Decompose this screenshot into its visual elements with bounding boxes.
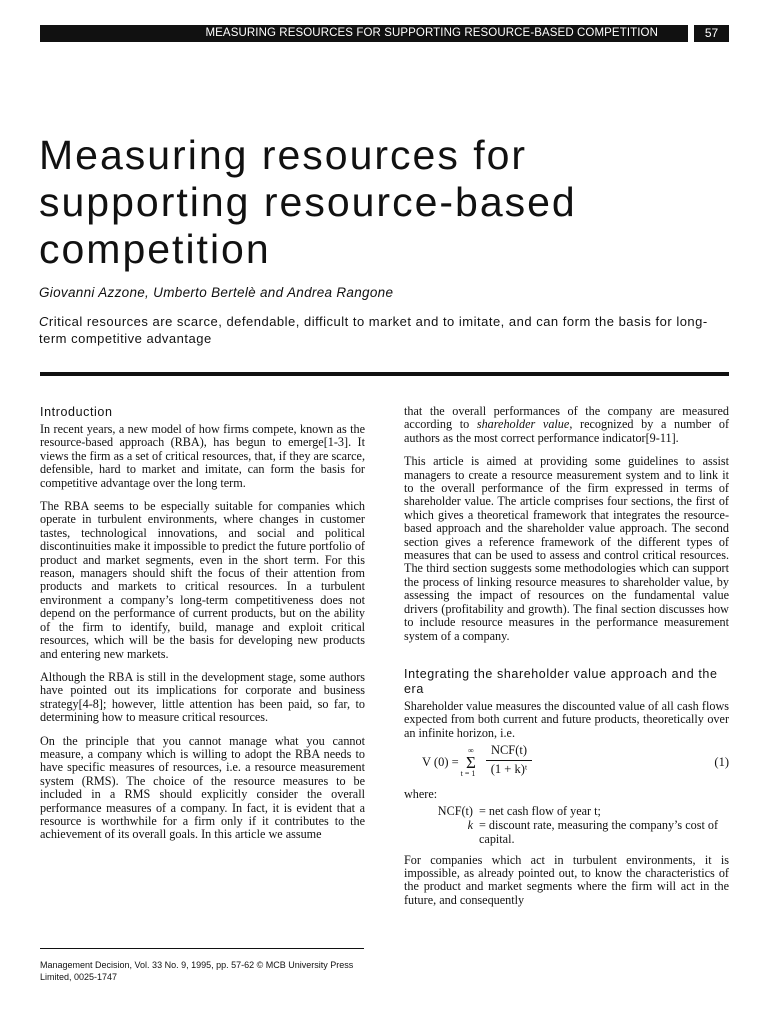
publication-footnote: Management Decision, Vol. 33 No. 9, 1995, pp. 57-62 © MCB University Press Limited, 0025-1747 <box>40 960 354 982</box>
right-column <box>404 405 729 917</box>
equation-lhs: V (0) = <box>422 755 459 770</box>
paragraph: The RBA seems to be especially suitable for companies which operate in turbulent environments, where changes in customer tastes, technological innovations, and social and political discontinuities make it impossible to predict the future portfolio of product and market segments, even in the short term. For this reason, managers should shift the focus of their attention from products and markets to critical resources. In a turbulent environment a company’s long-term competitiveness does not depend on the performance of current products, but on the ability of the firm to identify, build, manage and exploit critical resources, which will be the basis for developing new products and entering new markets. <box>40 499 365 661</box>
running-header: MEASURING RESOURCES FOR SUPPORTING RESOURCE-BASED COMPETITION <box>40 25 688 42</box>
article-title: Measuring resources for supporting resource-based competition <box>39 132 577 272</box>
definition-text: = discount rate, measuring the company’s cost of capital. <box>479 817 719 846</box>
definition-row <box>404 818 729 846</box>
paragraph: For companies which act in turbulent environments, it is impossible, as already pointed out, to know the characteristics of the product and market segments where the firm will act in the future, and consequently <box>404 852 729 907</box>
definition-row <box>404 804 729 818</box>
paragraph: that the overall performances of the company are measured according to shareholder value, recognized by a number of authors as the most correct performance indicator[9-11]. <box>404 404 730 445</box>
equation-fraction <box>486 744 532 776</box>
page-number: 57 <box>694 25 729 42</box>
section-heading-introduction: Introduction <box>40 405 113 419</box>
paragraph: In recent years, a new model of how firms compete, known as the resource-based approach (RBA), has begun to emerge[1-3]. It views the firm as a set of critical resources, that, if they are scarce, defensible, hard to market and imitate, can form the basis for competitive advantage over the long term. <box>40 422 365 490</box>
article-authors: Giovanni Azzone, Umberto Bertelè and Andrea Rangone <box>39 285 394 300</box>
paragraph: Although the RBA is still in the development stage, some authors have pointed out its implications for corporate and business strategy[4-8]; however, little attention has been paid, so far, to determining how to measure critical resources. <box>40 669 365 725</box>
equation-shareholder-value <box>404 744 729 782</box>
paragraph: This article is aimed at providing some guidelines to assist managers to create a resource measurement system and to link it to the overall performance of the firm expressed in terms of shareholder value. The article comprises four sections, the first of which gives a theoretical framework that integrates the resource-based approach and the shareholder value approach. The second section gives a reference framework of the different types of measures that can be used to assess and control critical resources. The third section suggests some methodologies which can support the process of linking resource measures to shareholder value, by assessing the impact of resources on the fundamental value drivers (profitability and growth). The final section discusses how to include resource measures in the performance measurement system of a company. <box>404 454 729 643</box>
definition-text: = net cash flow of year t; <box>479 803 601 818</box>
section-heading-integrating: Integrating the shareholder value approach and the era <box>404 666 718 696</box>
paragraph: On the principle that you cannot manage what you cannot measure, a company which is willing to adopt the RBA needs to have specific measures of resources, i.e. a resource measurement system (RMS). The choice of the resource measures to be included in a RMS should explicitly consider the overall performance measures of a company. In fact, it is evident that a resource is worthwhile for a firm only if it contributes to the achievement of its overall goals. In this article we assume <box>40 733 365 842</box>
left-column <box>40 405 365 852</box>
where-label: where: <box>404 787 438 802</box>
article-abstract <box>39 313 729 347</box>
definition-term: NCF(t) <box>437 803 473 818</box>
summation-symbol: ∞ Σ t = 1 <box>460 746 476 779</box>
definition-term: k <box>467 817 473 832</box>
emphasis: shareholder value <box>476 417 570 432</box>
abstract-initial: C <box>39 314 49 329</box>
abstract-text: ritical resources are scarce, defendable, difficult to market and to imitate, and can form the basis for long-term competitive advantage <box>39 314 708 346</box>
equation-denominator: (1 + k)ᵗ <box>490 761 528 776</box>
title-divider <box>40 372 729 376</box>
equation-numerator: NCF(t) <box>486 744 532 760</box>
paragraph: Shareholder value measures the discounted value of all cash flows expected from both current and future products, theoretically over an infinite horizon, i.e. <box>404 698 729 740</box>
definition-list <box>404 804 729 846</box>
footnote-divider <box>40 948 364 949</box>
equation-number: (1) <box>714 755 729 770</box>
